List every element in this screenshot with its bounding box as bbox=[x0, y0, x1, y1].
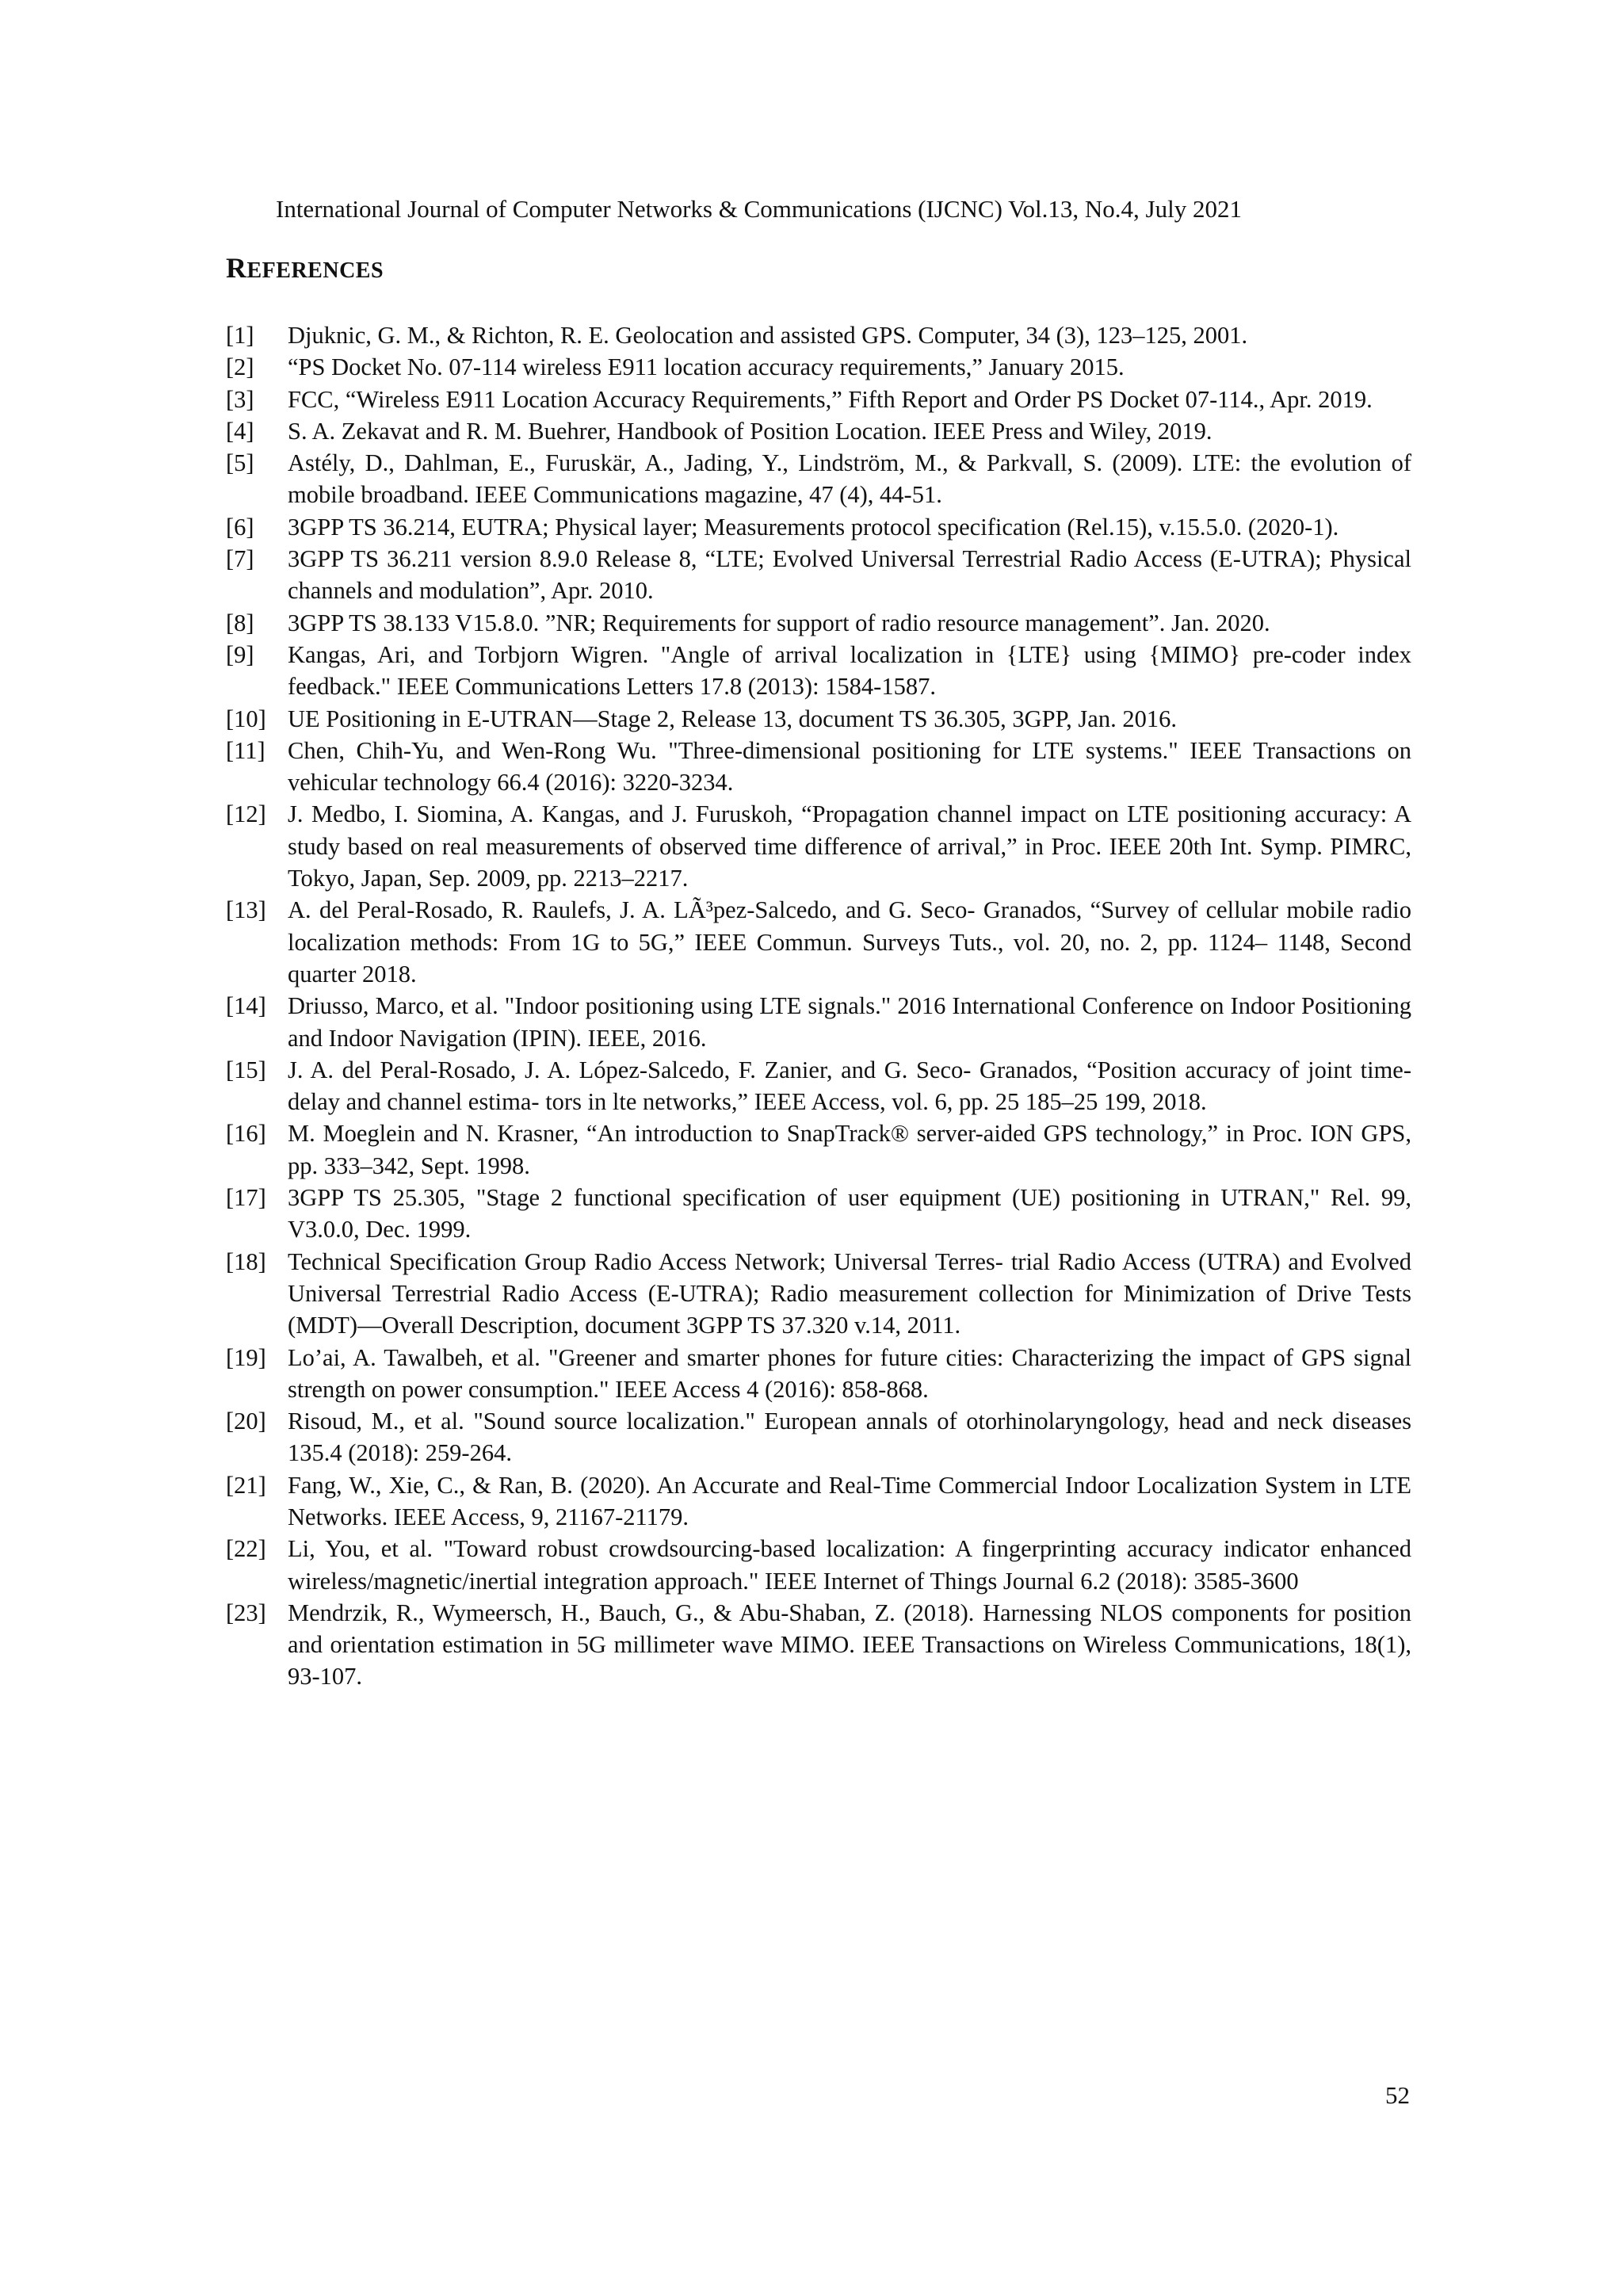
reference-text: M. Moeglein and N. Krasner, “An introduction to SnapTrack® server-aided GPS technology,” in Proc. ION GPS, pp. 333–342, Sept. 1998. bbox=[288, 1120, 1411, 1179]
reference-text: Astély, D., Dahlman, E., Furuskär, A., Jading, Y., Lindström, M., & Parkvall, S. (2009). LTE: the evolution of mobile broadband. IEEE Communications magazine, 47 (4), 44-51. bbox=[288, 449, 1411, 509]
reference-item bbox=[226, 447, 1411, 511]
reference-number: [20] bbox=[226, 1408, 266, 1435]
reference-number: [14] bbox=[226, 992, 266, 1020]
reference-text: Li, You, et al. "Toward robust crowdsourcing-based localization: A fingerprinting accuracy indicator enhanced wireless/magnetic/inertial integration approach." IEEE Internet of Things Journal 6.2 (2018): 3585-3600 bbox=[288, 1535, 1411, 1595]
reference-text: FCC, “Wireless E911 Location Accuracy Requirements,” Fifth Report and Order PS Docket 07-114., Apr. 2019. bbox=[288, 385, 1373, 413]
reference-item bbox=[226, 703, 1411, 735]
reference-item bbox=[226, 511, 1411, 543]
reference-text: Technical Specification Group Radio Access Network; Universal Terres- trial Radio Access (UTRA) and Evolved Universal Terrestrial Radio Access (E-UTRA); Radio measurement collection for Minimization of Drive Tests (MDT)—Overall Description, document 3GPP TS 37.320 v.14, 2011. bbox=[288, 1247, 1411, 1339]
reference-number: [6] bbox=[226, 513, 254, 541]
reference-item bbox=[226, 1054, 1411, 1118]
reference-text: 3GPP TS 36.214, EUTRA; Physical layer; Measurements protocol specification (Rel.15), v.15.5.0. (2020-1). bbox=[288, 513, 1339, 541]
reference-number: [2] bbox=[226, 353, 254, 381]
reference-item bbox=[226, 1597, 1411, 1693]
section-title-rest: EFERENCES bbox=[246, 258, 384, 283]
reference-number: [1] bbox=[226, 322, 254, 349]
reference-text: S. A. Zekavat and R. M. Buehrer, Handbook of Position Location. IEEE Press and Wiley, 2019. bbox=[288, 417, 1212, 445]
reference-text: Fang, W., Xie, C., & Ran, B. (2020). An Accurate and Real-Time Commercial Indoor Localization System in LTE Networks. IEEE Access, 9, 21167-21179. bbox=[288, 1471, 1411, 1530]
reference-number: [7] bbox=[226, 545, 254, 573]
reference-text: Djuknic, G. M., & Richton, R. E. Geolocation and assisted GPS. Computer, 34 (3), 123–125, 2001. bbox=[288, 322, 1248, 349]
reference-item bbox=[226, 639, 1411, 703]
reference-text: J. A. del Peral-Rosado, J. A. López-Salcedo, F. Zanier, and G. Seco- Granados, “Position accuracy of joint time-delay and channel estima- tors in lte networks,” IEEE Access, vol. 6, pp. 25 185–25 199, 2018. bbox=[288, 1056, 1411, 1116]
reference-item bbox=[226, 1533, 1411, 1597]
reference-text: 3GPP TS 25.305, "Stage 2 functional specification of user equipment (UE) positioning in UTRAN," Rel. 99, V3.0.0, Dec. 1999. bbox=[288, 1184, 1411, 1244]
reference-item bbox=[226, 351, 1411, 383]
reference-text: 3GPP TS 38.133 V15.8.0. ”NR; Requirements for support of radio resource management”. Jan. 2020. bbox=[288, 609, 1270, 636]
section-title-initial: R bbox=[226, 252, 247, 284]
reference-number: [17] bbox=[226, 1184, 266, 1212]
reference-number: [10] bbox=[226, 705, 266, 732]
reference-item bbox=[226, 1342, 1411, 1406]
reference-number: [12] bbox=[226, 800, 266, 828]
reference-item bbox=[226, 415, 1411, 447]
reference-number: [22] bbox=[226, 1535, 266, 1563]
reference-number: [21] bbox=[226, 1471, 266, 1499]
reference-item bbox=[226, 990, 1411, 1054]
reference-text: A. del Peral-Rosado, R. Raulefs, J. A. LÃ³pez-Salcedo, and G. Seco- Granados, “Survey of cellular mobile radio localization methods: From 1G to 5G,” IEEE Commun. Surveys Tuts., vol. 20, no. 2, pp. 1124– 1148, Second quarter 2018. bbox=[288, 896, 1411, 988]
reference-text: 3GPP TS 36.211 version 8.9.0 Release 8, “LTE; Evolved Universal Terrestrial Radio Access (E-UTRA); Physical channels and modulation”, Apr. 2010. bbox=[288, 545, 1411, 605]
reference-item bbox=[226, 543, 1411, 607]
reference-item bbox=[226, 1246, 1411, 1342]
reference-number: [16] bbox=[226, 1120, 266, 1148]
reference-text: “PS Docket No. 07-114 wireless E911 location accuracy requirements,” January 2015. bbox=[288, 353, 1125, 381]
running-header: International Journal of Computer Networks & Communications (IJCNC) Vol.13, No.4, July 2021 bbox=[276, 195, 1242, 223]
reference-text: Mendrzik, R., Wymeersch, H., Bauch, G., & Abu-Shaban, Z. (2018). Harnessing NLOS components for position and orientation estimation in 5G millimeter wave MIMO. IEEE Transactions on Wireless Communications, 18(1), 93-107. bbox=[288, 1599, 1411, 1690]
reference-item bbox=[226, 1117, 1411, 1182]
reference-number: [23] bbox=[226, 1599, 266, 1626]
reference-item bbox=[226, 1405, 1411, 1469]
section-title bbox=[226, 252, 384, 287]
reference-number: [4] bbox=[226, 417, 254, 445]
reference-text: UE Positioning in E-UTRAN—Stage 2, Release 13, document TS 36.305, 3GPP, Jan. 2016. bbox=[288, 705, 1177, 732]
reference-number: [15] bbox=[226, 1056, 266, 1083]
reference-number: [9] bbox=[226, 640, 254, 668]
reference-text: Driusso, Marco, et al. "Indoor positioning using LTE signals." 2016 International Conference on Indoor Positioning and Indoor Navigation (IPIN). IEEE, 2016. bbox=[288, 992, 1411, 1052]
reference-item bbox=[226, 319, 1411, 351]
reference-item bbox=[226, 1469, 1411, 1534]
reference-item bbox=[226, 894, 1411, 990]
reference-item bbox=[226, 798, 1411, 894]
reference-item bbox=[226, 384, 1411, 415]
reference-item bbox=[226, 735, 1411, 799]
reference-text: Risoud, M., et al. "Sound source localization." European annals of otorhinolaryngology, head and neck diseases 135.4 (2018): 259-264. bbox=[288, 1408, 1411, 1467]
reference-text: J. Medbo, I. Siomina, A. Kangas, and J. Furuskoh, “Propagation channel impact on LTE positioning accuracy: A study based on real measurements of observed time difference of arrival,” in Proc. IEEE 20th Int. Symp. PIMRC, Tokyo, Japan, Sep. 2009, pp. 2213–2217. bbox=[288, 800, 1411, 892]
reference-number: [11] bbox=[226, 736, 265, 764]
reference-item bbox=[226, 1182, 1411, 1246]
reference-list bbox=[226, 319, 1411, 1693]
reference-number: [18] bbox=[226, 1247, 266, 1275]
reference-item bbox=[226, 607, 1411, 639]
page-number: 52 bbox=[1385, 2081, 1410, 2109]
reference-number: [19] bbox=[226, 1343, 266, 1371]
reference-text: Kangas, Ari, and Torbjorn Wigren. "Angle of arrival localization in {LTE} using {MIMO} pre-coder index feedback." IEEE Communications Letters 17.8 (2013): 1584-1587. bbox=[288, 640, 1411, 701]
reference-number: [8] bbox=[226, 609, 254, 636]
reference-number: [3] bbox=[226, 385, 254, 413]
reference-text: Lo’ai, A. Tawalbeh, et al. "Greener and smarter phones for future cities: Characterizing the impact of GPS signal strength on power consumption." IEEE Access 4 (2016): 858-868. bbox=[288, 1343, 1411, 1403]
reference-text: Chen, Chih-Yu, and Wen-Rong Wu. "Three-dimensional positioning for LTE systems." IEEE Transactions on vehicular technology 66.4 (2016): 3220-3234. bbox=[288, 736, 1411, 797]
reference-number: [5] bbox=[226, 449, 254, 477]
reference-number: [13] bbox=[226, 896, 266, 924]
